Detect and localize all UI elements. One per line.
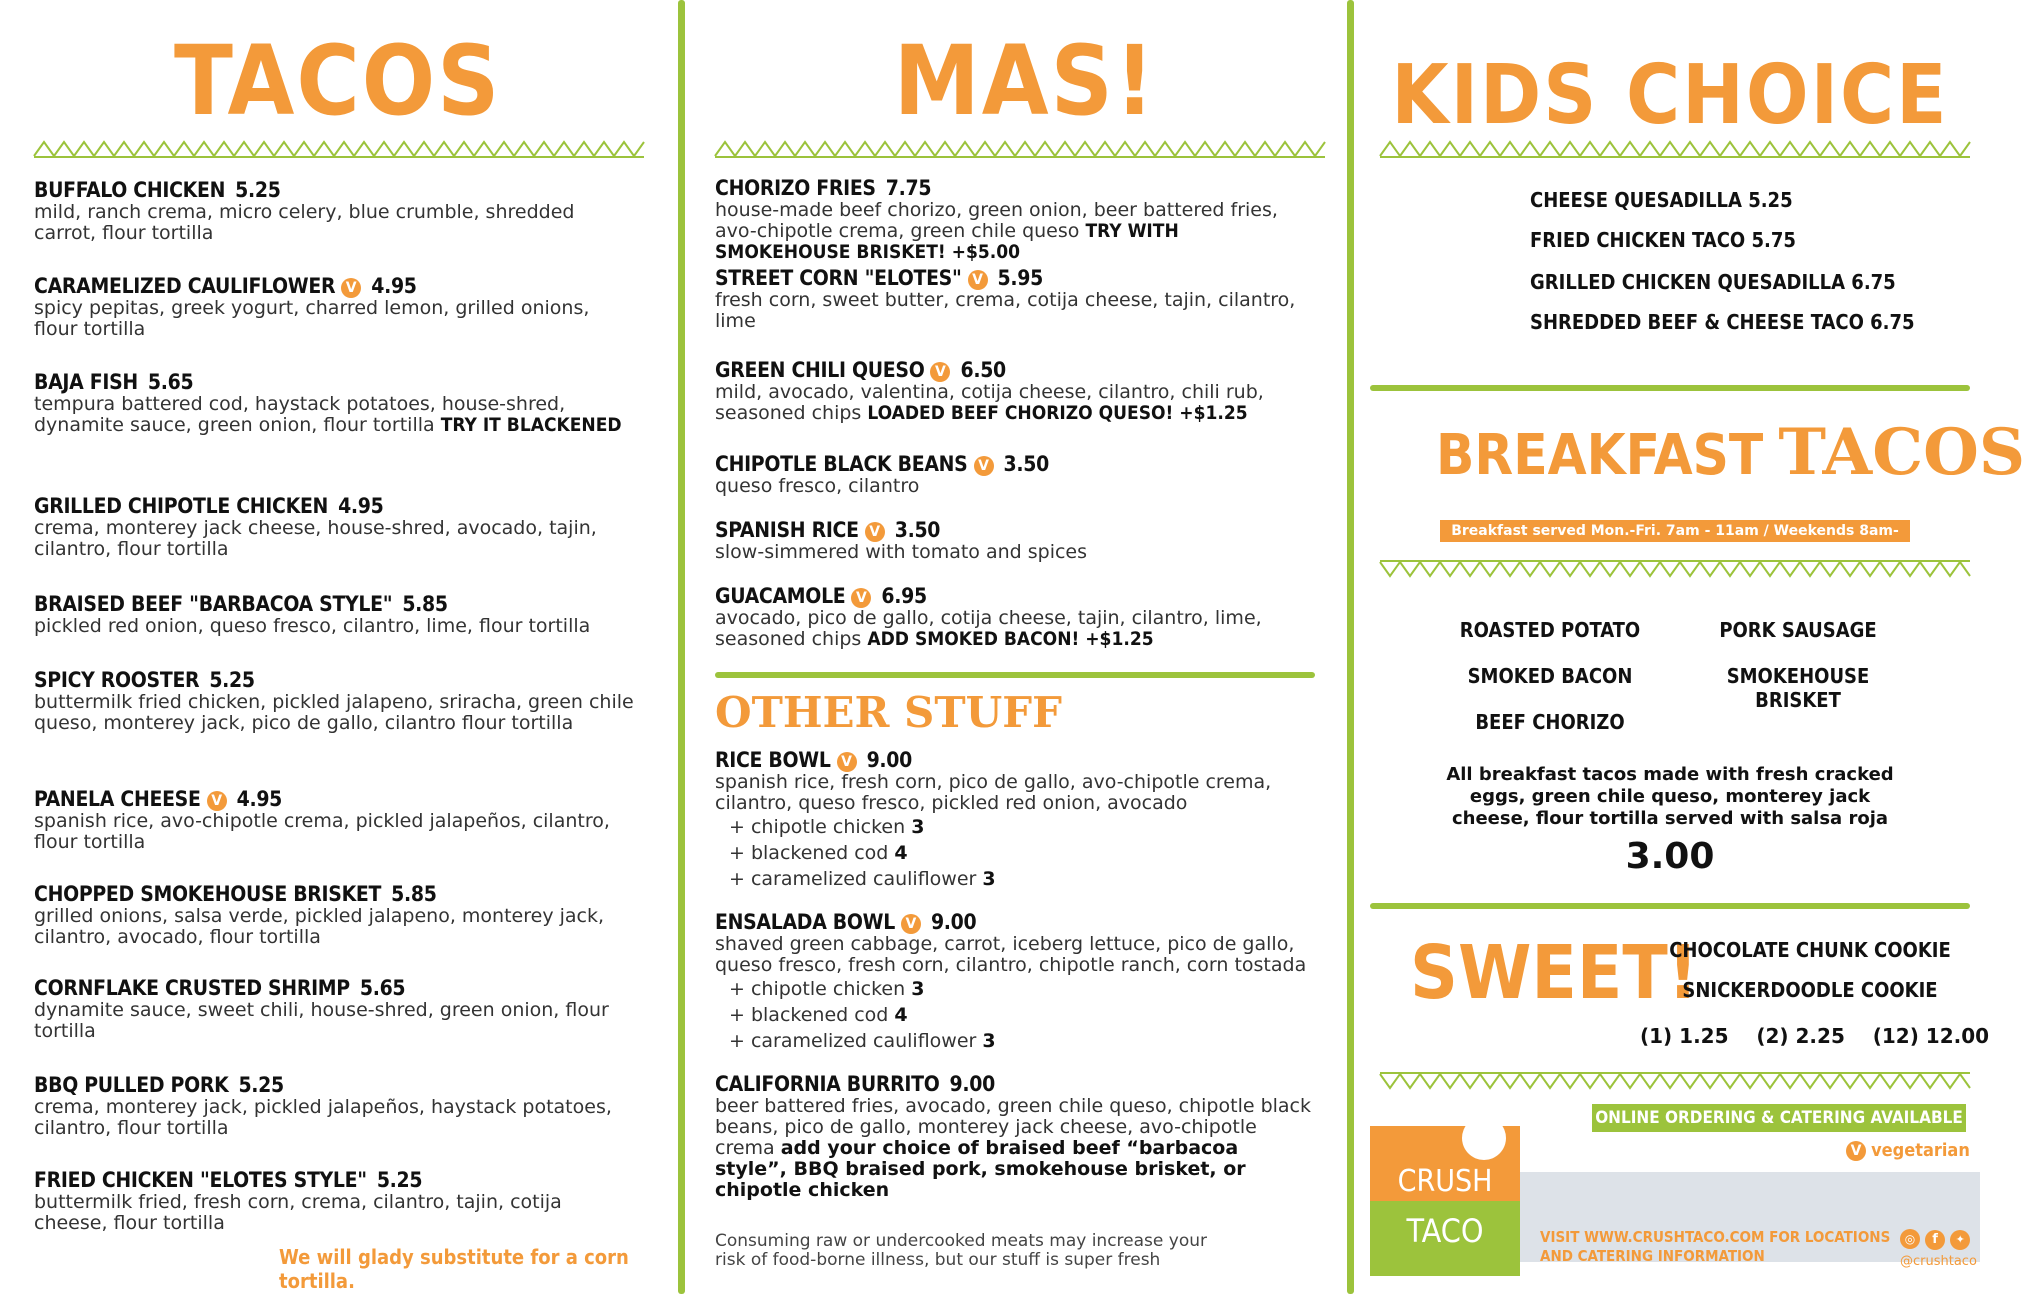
item-description-text: pickled red onion, queso fresco, cilantro, lime, flour tortilla	[34, 615, 591, 637]
item-name: CORNFLAKE CRUSTED SHRIMP	[34, 976, 350, 1000]
breakfast-filling: BEEF CHORIZO	[1475, 710, 1625, 734]
addon-option	[715, 1002, 1335, 1028]
item-name: CALIFORNIA BURRITO	[715, 1072, 940, 1096]
item-price: 9.00	[949, 1072, 995, 1096]
item-price: 7.75	[885, 176, 932, 200]
zigzag-divider	[1380, 1072, 1970, 1092]
california-burrito-item	[715, 1072, 1335, 1201]
column-divider-right	[1347, 0, 1354, 1294]
kids-menu-item	[1530, 270, 1896, 294]
item-name: BAJA FISH	[34, 370, 138, 394]
crush-taco-logo	[1370, 1126, 1520, 1276]
item-description: spanish rice, fresh corn, pico de gallo, avo-chipotle crema, cilantro, queso fresco, pickled red onion, avocado	[715, 771, 1272, 814]
rice-bowl-item	[715, 748, 1335, 892]
menu-item	[34, 178, 654, 244]
addon-price: 4	[894, 1004, 908, 1026]
item-name: GRILLED CHIPOTLE CHICKEN	[34, 494, 329, 518]
item-description-text: spanish rice, avo-chipotle crema, pickled jalapeños, cilantro, flour tortilla	[34, 810, 610, 853]
item-price: 5.25	[1748, 188, 1793, 212]
addon-list	[715, 976, 1335, 1054]
addon-label: + chipotle chicken	[729, 816, 906, 838]
item-description	[715, 200, 1315, 263]
section-divider	[715, 672, 1315, 678]
addon-price: 3	[911, 816, 925, 838]
breakfast-price: 3.00	[1625, 836, 1715, 877]
burrito-protein-choice: add your choice of braised beef “barbacoa style”, BBQ braised pork, smokehouse brisket, or chipotle chicken	[715, 1137, 1246, 1201]
menu-item	[715, 266, 1335, 332]
item-price: 3.50	[1003, 452, 1049, 476]
vegetarian-icon: V	[968, 270, 988, 290]
addon-label: + chipotle chicken	[729, 978, 906, 1000]
breakfast-title-word-2: TACOS	[1778, 415, 2025, 490]
menu-item	[34, 882, 654, 948]
item-price: 6.75	[1851, 270, 1896, 294]
item-description-text: fresh corn, sweet butter, crema, cotija cheese, tajin, cilantro, lime	[715, 289, 1296, 332]
vegetarian-icon: V	[341, 278, 361, 298]
kids-menu-item	[1530, 188, 1793, 212]
addon-label: + caramelized cauliflower	[729, 1030, 977, 1052]
other-stuff-title: OTHER STUFF	[715, 688, 1062, 737]
item-name: STREET CORN "ELOTES"	[715, 266, 962, 290]
visit-website-text: VISIT WWW.CRUSHTACO.COM FOR LOCATIONS AND CATERING INFORMATION	[1540, 1228, 1891, 1265]
item-description	[715, 476, 1315, 497]
sweet-title: SWEET!	[1410, 930, 1699, 1016]
food-safety-disclaimer: Consuming raw or undercooked meats may increase your risk of food-borne illness, but our stuff is super fresh	[715, 1231, 1207, 1270]
section-divider	[1370, 903, 1970, 909]
kids-menu-item	[1530, 310, 1915, 334]
vegetarian-icon: V	[207, 791, 227, 811]
addon-label: + caramelized cauliflower	[729, 868, 977, 890]
menu-item	[34, 592, 654, 637]
item-name: GRILLED CHICKEN QUESADILLA	[1530, 270, 1846, 294]
menu-item	[34, 274, 654, 340]
sweet-item: CHOCOLATE CHUNK COOKIE	[1669, 938, 1951, 962]
item-extra: TRY WITH SMOKEHOUSE BRISKET! +$5.00	[715, 220, 1179, 263]
item-description-text: avocado, pico de gallo, cotija cheese, tajin, cilantro, lime, seasoned chips	[715, 607, 1262, 650]
item-extra: ADD SMOKED BACON! +$1.25	[867, 628, 1154, 650]
sweet-item: SNICKERDOODLE COOKIE	[1682, 978, 1938, 1002]
item-description-text: grilled onions, salsa verde, pickled jalapeno, monterey jack, cilantro, avocado, flour tortilla	[34, 905, 605, 948]
item-description	[34, 394, 634, 436]
facebook-icon[interactable]: f	[1925, 1230, 1945, 1250]
item-price: 6.95	[881, 584, 927, 608]
item-name: FRIED CHICKEN TACO	[1530, 228, 1746, 252]
item-description	[34, 1000, 634, 1042]
addon-price: 3	[911, 978, 925, 1000]
menu-item	[715, 358, 1335, 424]
item-name: RICE BOWL	[715, 748, 831, 772]
item-name: CARAMELIZED CAULIFLOWER	[34, 274, 336, 298]
tacos-title: TACOS	[174, 25, 502, 137]
item-name: GREEN CHILI QUESO	[715, 358, 925, 382]
item-description	[34, 298, 634, 340]
item-description	[34, 906, 634, 948]
item-description-text: spicy pepitas, greek yogurt, charred lemon, grilled onions, flour tortilla	[34, 297, 590, 340]
zigzag-divider	[715, 138, 1325, 158]
item-description: shaved green cabbage, carrot, iceberg lettuce, pico de gallo, queso fresco, fresh corn, cilantro, chipotle ranch, corn tostada	[715, 933, 1307, 976]
item-description	[34, 692, 634, 734]
item-price: 5.85	[402, 592, 448, 616]
item-name: PANELA CHEESE	[34, 787, 201, 811]
item-name: BBQ PULLED PORK	[34, 1073, 229, 1097]
zigzag-divider	[1380, 138, 1970, 158]
menu-item	[715, 176, 1335, 263]
item-price: 5.25	[376, 1168, 423, 1192]
tacos-column	[34, 0, 654, 1294]
menu-item	[34, 976, 654, 1042]
item-extra: TRY IT BLACKENED	[440, 414, 622, 436]
item-description-text: slow-simmered with tomato and spices	[715, 541, 1088, 563]
vegetarian-icon: V	[865, 522, 885, 542]
item-price: 5.65	[359, 976, 406, 1000]
item-description	[34, 202, 634, 244]
addon-label: + blackened cod	[729, 842, 889, 864]
section-divider	[1370, 385, 1970, 391]
item-name: CHEESE QUESADILLA	[1530, 188, 1742, 212]
addon-option	[715, 814, 1335, 840]
item-name: BUFFALO CHICKEN	[34, 178, 226, 202]
addon-list	[715, 814, 1335, 892]
item-price: 5.25	[209, 668, 255, 692]
corn-tortilla-note: We will glady substitute for a corn tortilla.	[279, 1245, 629, 1293]
item-description	[34, 1097, 634, 1139]
social-icons	[1900, 1228, 1970, 1250]
menu-item	[34, 370, 654, 436]
item-description	[715, 382, 1315, 424]
menu-item	[715, 518, 1335, 563]
vegetarian-icon: V	[930, 362, 950, 382]
item-price: 5.75	[1751, 228, 1796, 252]
online-ordering-banner: ONLINE ORDERING & CATERING AVAILABLE	[1592, 1104, 1966, 1132]
vegetarian-key	[1840, 1140, 1970, 1161]
item-name: SHREDDED BEEF & CHEESE TACO	[1530, 310, 1864, 334]
item-description-text: buttermilk fried, fresh corn, crema, cilantro, tajin, cotija cheese, flour tortilla	[34, 1191, 562, 1234]
item-description-text: queso fresco, cilantro	[715, 475, 920, 497]
social-handle: @crushtaco	[1900, 1254, 1977, 1269]
item-name: FRIED CHICKEN "ELOTES STYLE"	[34, 1168, 367, 1192]
column-divider-left	[678, 0, 685, 1294]
item-description	[34, 1192, 634, 1234]
item-description	[715, 542, 1315, 563]
breakfast-filling: SMOKED BACON	[1467, 664, 1633, 688]
breakfast-note: All breakfast tacos made with fresh cracked eggs, green chile queso, monterey jack cheese, flour tortilla served with salsa roja	[1446, 764, 1894, 829]
menu-item	[34, 1168, 654, 1234]
item-name: CHOPPED SMOKEHOUSE BRISKET	[34, 882, 382, 906]
item-price: 5.25	[235, 178, 281, 202]
item-description	[34, 616, 634, 637]
breakfast-filling: PORK SAUSAGE	[1719, 618, 1877, 642]
logo-text-top: CRUSH	[1397, 1164, 1493, 1199]
item-name: GUACAMOLE	[715, 584, 846, 608]
breakfast-title-word-1: BREAKFAST	[1436, 423, 1764, 488]
item-price: 4.95	[338, 494, 384, 518]
breakfast-filling: SMOKEHOUSE BRISKET	[1726, 664, 1870, 712]
breakfast-hours-banner: Breakfast served Mon.-Fri. 7am - 11am / Weekends 8am-3pm	[1440, 520, 1910, 542]
vegetarian-icon: V	[1846, 1141, 1866, 1161]
zigzag-divider	[34, 138, 644, 158]
item-price: 9.00	[930, 910, 977, 934]
kids-menu-item	[1530, 228, 1796, 252]
menu-item	[34, 668, 654, 734]
addon-price: 3	[982, 868, 996, 890]
item-price: 5.85	[391, 882, 437, 906]
addon-option	[715, 866, 1335, 892]
ensalada-bowl-item	[715, 910, 1335, 1054]
vegetarian-icon: V	[837, 752, 857, 772]
mas-title: MAS!	[893, 25, 1157, 137]
item-description-text: tempura battered cod, haystack potatoes, house-shred, dynamite sauce, green onion, flour tortilla	[34, 393, 566, 436]
menu-item	[34, 787, 654, 853]
menu-item	[34, 1073, 654, 1139]
menu-item	[715, 452, 1335, 497]
item-price: 5.65	[147, 370, 194, 394]
kids-choice-title: KIDS CHOICE	[1391, 48, 1949, 143]
item-description	[715, 290, 1315, 332]
logo-text-bottom: TACO	[1406, 1212, 1484, 1250]
sweet-prices: (1) 1.25 (2) 2.25 (12) 12.00	[1640, 1024, 1990, 1048]
item-name: BRAISED BEEF "BARBACOA STYLE"	[34, 592, 393, 616]
item-extra: LOADED BEEF CHORIZO QUESO! +$1.25	[867, 402, 1248, 424]
item-price: 3.50	[894, 518, 941, 542]
item-name: CHIPOTLE BLACK BEANS	[715, 452, 968, 476]
item-description	[34, 811, 634, 853]
addon-option	[715, 1028, 1335, 1054]
vegetarian-icon: V	[901, 914, 921, 934]
item-description-text: mild, ranch crema, micro celery, blue crumble, shredded carrot, flour tortilla	[34, 201, 575, 244]
addon-price: 4	[894, 842, 908, 864]
menu-item	[715, 584, 1335, 650]
item-description	[715, 608, 1315, 650]
addon-option	[715, 976, 1335, 1002]
menu-item	[34, 494, 654, 560]
item-price: 4.95	[236, 787, 283, 811]
breakfast-filling: ROASTED POTATO	[1459, 618, 1641, 642]
item-name: CHORIZO FRIES	[715, 176, 876, 200]
item-name: SPICY ROOSTER	[34, 668, 200, 692]
item-description-text: crema, monterey jack cheese, house-shred, avocado, tajin, cilantro, flour tortilla	[34, 517, 597, 560]
vegetarian-icon: V	[851, 588, 871, 608]
zigzag-divider	[1380, 560, 1970, 580]
item-description-text: mild, avocado, valentina, cotija cheese, cilantro, chili rub, seasoned chips	[715, 381, 1264, 424]
item-description-text: house-made beef chorizo, green onion, beer battered fries, avo-chipotle crema, green chile queso	[715, 199, 1278, 242]
item-description-text: crema, monterey jack, pickled jalapeños, haystack potatoes, cilantro, flour tortilla	[34, 1096, 612, 1139]
item-description-text: buttermilk fried chicken, pickled jalapeno, sriracha, green chile queso, monterey jack, pico de gallo, cilantro flour tortilla	[34, 691, 634, 734]
item-description-text: dynamite sauce, sweet chili, house-shred, green onion, flour tortilla	[34, 999, 609, 1042]
item-price: 6.50	[960, 358, 1006, 382]
item-description	[715, 1096, 1315, 1201]
item-price: 5.25	[238, 1073, 284, 1097]
addon-option	[715, 840, 1335, 866]
item-price: 5.95	[997, 266, 1043, 290]
item-name: SPANISH RICE	[715, 518, 859, 542]
item-name: ENSALADA BOWL	[715, 910, 895, 934]
vegetarian-key-label: vegetarian	[1871, 1140, 1970, 1161]
addon-price: 3	[982, 1030, 996, 1052]
addon-label: + blackened cod	[729, 1004, 889, 1026]
item-description	[34, 518, 634, 560]
item-price: 6.75	[1870, 310, 1915, 334]
mas-column	[715, 0, 1335, 1294]
breakfast-title	[1436, 415, 2025, 490]
twitter-icon[interactable]: ✦	[1950, 1230, 1970, 1250]
burrito-description: beer battered fries, avocado, green chile queso, chipotle black beans, pico de gallo, monterey jack cheese, avo-chipotle crema	[715, 1095, 1312, 1159]
item-price: 9.00	[866, 748, 912, 772]
vegetarian-icon: V	[974, 456, 994, 476]
right-column	[1370, 0, 2025, 1294]
instagram-icon[interactable]: ◎	[1900, 1229, 1920, 1249]
item-price: 4.95	[371, 274, 417, 298]
